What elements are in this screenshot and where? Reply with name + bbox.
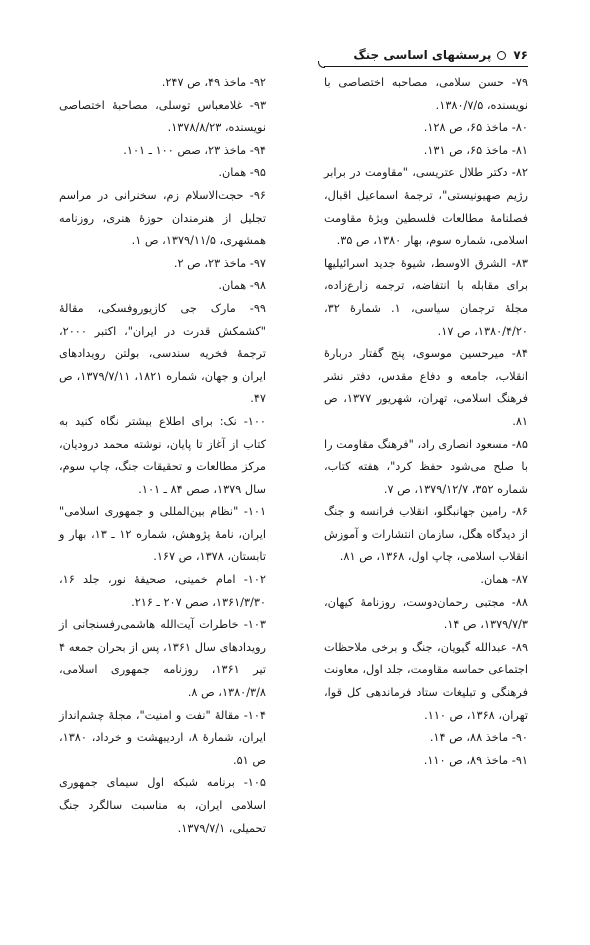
endnote (324, 343, 528, 433)
endnote-text: مارک جی کازیوروفسکی، مقالهٔ "کشمکش قدرت در ایران"، اکتبر ۲۰۰۰، ترجمهٔ فخریه سندسی، بولتن رویدادهای ایران و جهان، شماره ۱۸۲۱، ۱۳۷۹/۷/۱۱، ص ۴۷. (59, 301, 266, 406)
endnote (59, 275, 266, 298)
endnote-number: ۱۰۱- (243, 505, 267, 519)
endnote-number: ۹۰- (511, 731, 528, 745)
endnote (324, 72, 528, 117)
endnote-text: رامین جهانبگلو، انقلاب فرانسه و جنگ از دیدگاه هگل، سازمان انتشارات و آموزش انقلاب اسلامی، چاپ اول، ۱۳۶۸، ص ۸۱. (324, 505, 528, 564)
endnote-number: ۸۳- (511, 256, 528, 270)
endnote-text: ماخذ ۸۸، ص ۱۴. (429, 731, 509, 745)
endnote-text: مسعود انصاری راد، "فرهنگ مقاومت را با صلح می‌شود حفظ کرد"، هفته کتاب، شماره ۳۵۲، ۱۳۷۹/۱۲/۷، ص ۷. (323, 437, 528, 496)
endnote-number: ۹۵- (249, 166, 266, 180)
endnote-text: عبدالله گیویان، جنگ و برخی ملاحظات اجتماعی حماسه مقاومت، جلد اول، معاونت فرهنگی و تبلیغات ستاد فرماندهی کل قوا، تهران، ۱۳۶۸، ص ۱۱۰. (324, 640, 528, 722)
circle-ornament-icon (497, 51, 506, 60)
endnote (324, 117, 528, 140)
endnote-number: ۹۹- (249, 301, 266, 315)
endnote (59, 705, 266, 773)
endnote (59, 72, 266, 95)
endnote-number: ۱۰۳- (243, 618, 266, 632)
endnote-number: ۷۹- (511, 76, 529, 89)
endnote-text: غلامعباس توسلی، مصاحبهٔ اختصاصی نویسنده، ۱۳۷۸/۸/۲۳. (59, 98, 266, 135)
endnote-number: ۹۳- (249, 98, 267, 112)
endnote-text: همان. (480, 573, 509, 587)
endnote-text: ماخذ ۶۵، ص ۱۳۱. (423, 143, 509, 157)
endnote (324, 162, 528, 252)
endnote-number: ۱۰۴- (243, 708, 266, 722)
endnote-text: همان. (218, 279, 247, 293)
endnote-number: ۸۸- (511, 595, 528, 609)
endnote (59, 772, 266, 840)
endnote-number: ۹۴- (249, 143, 266, 157)
endnote-number: ۱۰۰- (243, 414, 266, 428)
running-header (323, 44, 528, 66)
endnote (324, 637, 528, 727)
endnote (324, 253, 528, 343)
endnote (324, 434, 528, 502)
notes-column-left (59, 72, 266, 840)
header-rule (324, 66, 528, 67)
endnote (59, 569, 266, 614)
endnote-text: مجتبی رحمان‌دوست، روزنامهٔ کیهان، ۱۳۷۹/۷/۳، ص ۱۴. (324, 595, 528, 632)
endnote (59, 411, 266, 501)
endnote-number: ۹۸- (249, 279, 266, 293)
endnote-text: الشرق الاوسط، شیوهٔ جدید اسرائیلیها برای مقابله با انتفاضه، ترجمه زارع‌زاده، مجلهٔ ترجمان سیاسی، ۱. شمارهٔ ۳۲، ۱۳۸۰/۴/۲۰، ص ۱۷. (324, 256, 528, 338)
endnote-text: همان. (218, 166, 247, 180)
endnote (324, 501, 528, 569)
endnote (324, 727, 528, 750)
endnote-number: ۹۷- (249, 256, 266, 270)
endnote-number: ۹۱- (511, 753, 528, 767)
endnote-number: ۸۵- (511, 437, 528, 451)
endnote-text: خاطرات آیت‌الله هاشمی‌رفسنجانی از رویدادهای سال ۱۳۶۱، پس از بحران جمعه ۴ تیر ۱۳۶۱، روزنامه جمهوری اسلامی، ۱۳۸۰/۳/۸، ص ۸. (59, 618, 266, 700)
endnote-text: حجت‌الاسلام زم، سخنرانی در مراسم تجلیل از هنرمندان حوزهٔ هنری، روزنامه همشهری، ۱۳۷۹/۱۱/۵، ص ۱. (59, 188, 266, 248)
endnote-text: میرحسین موسوی، پنج گفتار دربارهٔ انقلاب، جامعه و دفاع مقدس، دفتر نشر فرهنگ اسلامی، تهران، شهریور ۱۳۷۷، ص ۸۱. (324, 347, 528, 428)
endnote-number: ۸۰- (511, 121, 528, 135)
endnote-number: ۱۰۲- (243, 573, 266, 587)
endnote-number: ۸۶- (511, 505, 528, 519)
endnote (59, 185, 266, 253)
endnote (59, 501, 266, 569)
endnote-text: برنامه شبکه اول سیمای جمهوری اسلامی ایران، به مناسبت سالگرد جنگ تحمیلی، ۱۳۷۹/۷/۱. (59, 776, 266, 835)
endnote-text: حسن سلامی، مصاحبه اختصاصی با نویسنده، ۱۳۸۰/۷/۵. (324, 76, 528, 112)
endnote-text: نک: برای اطلاع بیشتر نگاه کنید به کتاب از آغاز تا پایان، نوشته محمد درودیان، مرکز مطالعات و تحقیقات جنگ، چاپ سوم، سال ۱۳۷۹، صص ۸۴ ـ ۱۰۱. (59, 414, 266, 496)
endnote-text: ماخذ ۶۵، ص ۱۲۸. (423, 121, 509, 135)
endnote-text: دکتر طلال عتریسی، "مقاومت در برابر رژیم صهیونیستی"، ترجمهٔ اسماعیل اقبال، فصلنامهٔ مطالعات فلسطین ویژهٔ مقاومت اسلامی، شماره سوم، بهار ۱۳۸۰، ص ۳۵. (324, 166, 528, 248)
endnote (59, 253, 266, 276)
endnote-number: ۱۰۵- (243, 776, 266, 790)
endnote (324, 592, 528, 637)
running-title: پرسشهای اساسی جنگ (353, 48, 492, 62)
endnote-number: ۸۷- (511, 573, 528, 587)
notes-column-right (324, 72, 528, 772)
endnote-number: ۹۶- (249, 188, 266, 202)
endnote (59, 140, 266, 163)
endnote-text: امام خمینی، صحیفهٔ نور، جلد ۱۶، ۱۳۶۱/۳/۳۰، صص ۲۰۷ ـ ۲۱۶. (59, 573, 266, 609)
endnote (59, 162, 266, 185)
endnote (59, 298, 266, 411)
page-number: ۷۶ (513, 48, 528, 62)
endnote-number: ۸۹- (511, 640, 529, 654)
endnote (324, 140, 528, 163)
endnote-text: "نظام بین‌المللی و جمهوری اسلامی" ایران، نامهٔ پژوهش، شماره ۱۲ ـ ۱۳، بهار و تابستان، ۱۳۷۸، ص ۱۶۷. (59, 505, 266, 564)
endnote-number: ۸۲- (511, 166, 528, 180)
endnote (324, 569, 528, 592)
endnote (324, 750, 528, 773)
endnote-text: ماخذ ۴۹، ص ۲۴۷. (161, 76, 247, 89)
endnote-number: ۸۴- (511, 347, 528, 361)
endnote-text: ماخذ ۲۳، ص ۲. (173, 256, 247, 270)
endnote-text: مقالهٔ "نفت و امنیت"، مجلهٔ چشم‌انداز ایران، شمارهٔ ۸، اردیبهشت و خرداد، ۱۳۸۰، ص ۵۱. (59, 708, 266, 767)
endnote-text: ماخذ ۸۹، ص ۱۱۰. (423, 753, 509, 767)
endnote-number: ۹۲- (249, 76, 266, 89)
endnote-text: ماخذ ۲۳، صص ۱۰۰ ـ ۱۰۱. (123, 143, 247, 157)
endnote (59, 614, 266, 704)
endnote (59, 95, 266, 140)
endnote-number: ۸۱- (511, 143, 528, 157)
